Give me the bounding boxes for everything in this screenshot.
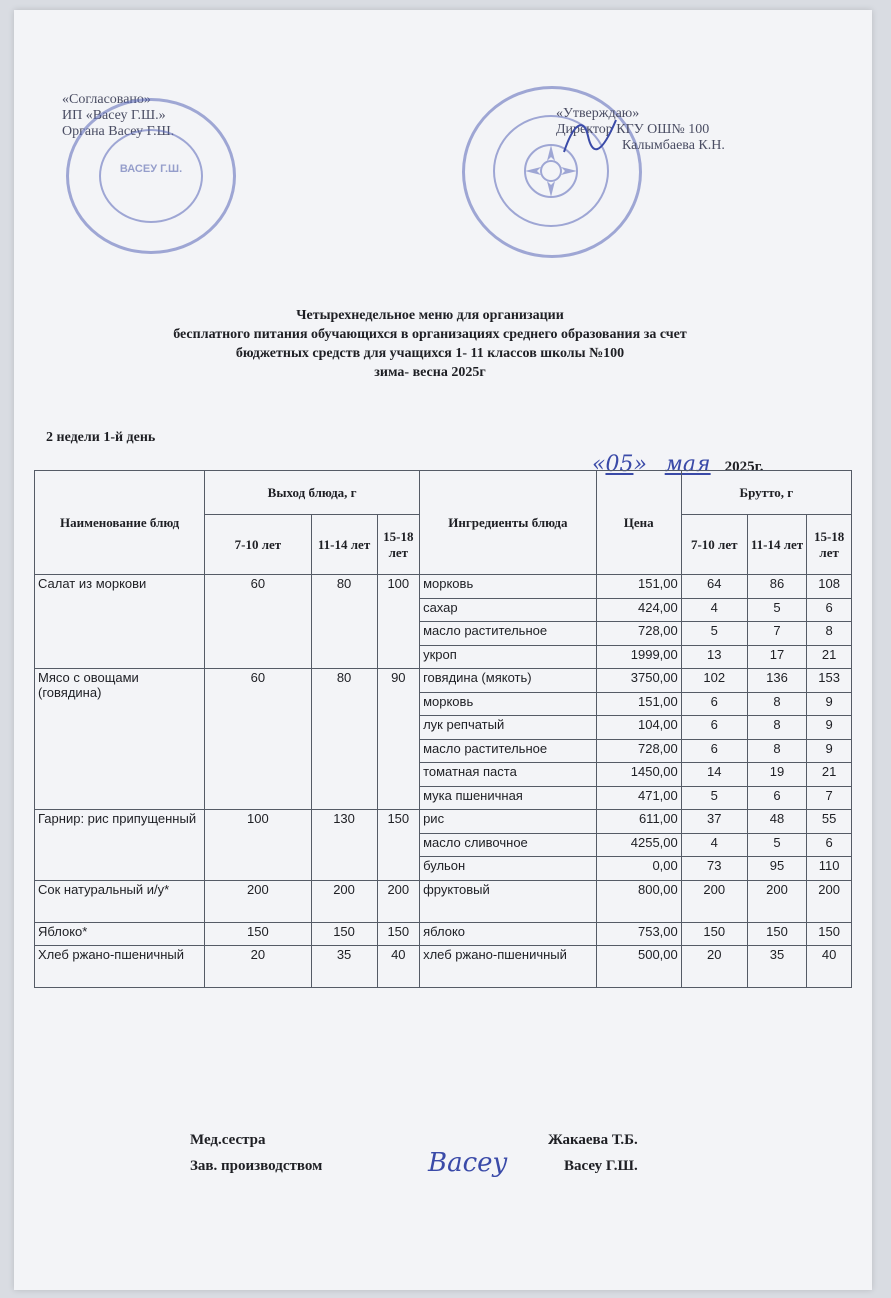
header-yield-age1: 7-10 лет — [205, 515, 311, 575]
date-day: 05 — [605, 452, 634, 477]
ingredient-name: морковь — [420, 575, 597, 599]
ingredient-price: 1999,00 — [596, 645, 681, 669]
table-row — [35, 810, 852, 834]
dish-yield-age3: 100 — [377, 575, 420, 669]
gross-age2: 8 — [747, 716, 807, 740]
ingredient-name: масло растительное — [420, 622, 597, 646]
menu-table — [34, 470, 852, 988]
ingredient-name: рис — [420, 810, 597, 834]
gross-age2: 8 — [747, 739, 807, 763]
gross-age3: 21 — [807, 763, 852, 787]
gross-age1: 200 — [681, 880, 747, 922]
gross-age1: 13 — [681, 645, 747, 669]
gross-age2: 48 — [747, 810, 807, 834]
ingredient-price: 800,00 — [596, 880, 681, 922]
dish-yield-age1: 60 — [205, 575, 311, 669]
gross-age2: 8 — [747, 692, 807, 716]
gross-age1: 64 — [681, 575, 747, 599]
ingredient-price: 3750,00 — [596, 669, 681, 693]
ingredient-name: яблоко — [420, 922, 597, 946]
header-yield: Выход блюда, г — [205, 471, 420, 515]
ingredient-name: масло сливочное — [420, 833, 597, 857]
approval-left-line1: «Согласовано» — [62, 92, 151, 107]
manager-handwritten-signature — [428, 1148, 538, 1196]
gross-age1: 150 — [681, 922, 747, 946]
dish-yield-age2: 200 — [311, 880, 377, 922]
date-sep: » — [633, 452, 647, 477]
gross-age2: 5 — [747, 598, 807, 622]
ingredient-price: 0,00 — [596, 857, 681, 881]
gross-age1: 14 — [681, 763, 747, 787]
stamp-left-text: ВАСЕУ Г.Ш. — [119, 163, 183, 175]
table-row — [35, 922, 852, 946]
gross-age3: 8 — [807, 622, 852, 646]
gross-age3: 9 — [807, 692, 852, 716]
table-row — [35, 880, 852, 922]
gross-age1: 37 — [681, 810, 747, 834]
ingredient-name: говядина (мякоть) — [420, 669, 597, 693]
dish-yield-age1: 60 — [205, 669, 311, 810]
header-ingredients: Ингредиенты блюда — [420, 471, 597, 575]
date-month: мая — [664, 452, 711, 477]
gross-age3: 40 — [807, 946, 852, 988]
header-gross-age2: 11-14 лет — [747, 515, 807, 575]
dish-name: Яблоко* — [35, 922, 205, 946]
gross-age2: 19 — [747, 763, 807, 787]
gross-age1: 6 — [681, 739, 747, 763]
ingredient-name: фруктовый — [420, 880, 597, 922]
gross-age2: 6 — [747, 786, 807, 810]
dish-yield-age1: 100 — [205, 810, 311, 881]
gross-age3: 9 — [807, 716, 852, 740]
ingredient-name: томатная паста — [420, 763, 597, 787]
gross-age2: 35 — [747, 946, 807, 988]
menu-table-body — [35, 575, 852, 988]
dish-yield-age3: 90 — [377, 669, 420, 810]
title-line2: бесплатного питания обучающихся в организациях среднего образования за счет — [173, 327, 687, 342]
ingredient-name: мука пшеничная — [420, 786, 597, 810]
header-gross-age3: 15-18 лет — [807, 515, 852, 575]
gross-age1: 5 — [681, 786, 747, 810]
table-row — [35, 669, 852, 693]
gross-age1: 5 — [681, 622, 747, 646]
dish-yield-age3: 40 — [377, 946, 420, 988]
gross-age2: 136 — [747, 669, 807, 693]
week-day-label: 2 недели 1-й день — [46, 430, 156, 445]
gross-age1: 4 — [681, 598, 747, 622]
ingredient-name: лук репчатый — [420, 716, 597, 740]
ingredient-name: хлеб ржано-пшеничный — [420, 946, 597, 988]
gross-age3: 9 — [807, 739, 852, 763]
page-title — [60, 306, 800, 382]
gross-age3: 200 — [807, 880, 852, 922]
dish-yield-age3: 150 — [377, 922, 420, 946]
ingredient-price: 4255,00 — [596, 833, 681, 857]
ingredient-price: 151,00 — [596, 692, 681, 716]
dish-name: Салат из моркови — [35, 575, 205, 669]
approval-left-line3: Органа Васеу Г.Ш. — [62, 124, 175, 139]
gross-age2: 7 — [747, 622, 807, 646]
gross-age1: 4 — [681, 833, 747, 857]
dish-yield-age3: 200 — [377, 880, 420, 922]
dish-name: Мясо с овощами (говядина) — [35, 669, 205, 810]
ingredient-name: масло растительное — [420, 739, 597, 763]
dish-yield-age1: 150 — [205, 922, 311, 946]
gross-age2: 200 — [747, 880, 807, 922]
ingredient-price: 1450,00 — [596, 763, 681, 787]
dish-yield-age2: 150 — [311, 922, 377, 946]
nurse-name: Жакаева Т.Б. — [548, 1132, 638, 1148]
dish-yield-age1: 200 — [205, 880, 311, 922]
ingredient-price: 424,00 — [596, 598, 681, 622]
header-price: Цена — [596, 471, 681, 575]
table-row — [35, 946, 852, 988]
gross-age3: 153 — [807, 669, 852, 693]
date-prefix: « — [592, 452, 606, 477]
gross-age3: 150 — [807, 922, 852, 946]
ingredient-price: 500,00 — [596, 946, 681, 988]
gross-age1: 6 — [681, 716, 747, 740]
gross-age1: 73 — [681, 857, 747, 881]
header-gross-age1: 7-10 лет — [681, 515, 747, 575]
manager-role: Зав. производством — [190, 1158, 323, 1174]
approval-right-line2: Директор КГУ ОШ№ 100 — [556, 122, 710, 137]
ingredient-name: морковь — [420, 692, 597, 716]
dish-yield-age2: 35 — [311, 946, 377, 988]
table-row — [35, 575, 852, 599]
gross-age2: 95 — [747, 857, 807, 881]
gross-age2: 86 — [747, 575, 807, 599]
gross-age1: 102 — [681, 669, 747, 693]
dish-name: Хлеб ржано-пшеничный — [35, 946, 205, 988]
approval-right-line1: «Утверждаю» — [556, 106, 640, 121]
gross-age3: 110 — [807, 857, 852, 881]
gross-age1: 6 — [681, 692, 747, 716]
approval-left-line2: ИП «Васеу Г.Ш.» — [62, 108, 166, 123]
header-dish: Наименование блюд — [35, 471, 205, 575]
gross-age3: 108 — [807, 575, 852, 599]
ingredient-price: 753,00 — [596, 922, 681, 946]
manager-name: Васеу Г.Ш. — [564, 1158, 638, 1174]
dish-yield-age2: 80 — [311, 669, 377, 810]
gross-age3: 21 — [807, 645, 852, 669]
gross-age3: 6 — [807, 598, 852, 622]
title-line3: бюджетных средств для учащихся 1- 11 классов школы №100 — [235, 346, 625, 361]
gross-age1: 20 — [681, 946, 747, 988]
ingredient-name: сахар — [420, 598, 597, 622]
gross-age2: 17 — [747, 645, 807, 669]
handwritten-signature-text: Васеу — [428, 1148, 508, 1178]
dish-yield-age2: 130 — [311, 810, 377, 881]
gross-age2: 5 — [747, 833, 807, 857]
dish-yield-age2: 80 — [311, 575, 377, 669]
ingredient-price: 471,00 — [596, 786, 681, 810]
gross-age2: 150 — [747, 922, 807, 946]
dish-name: Сок натуральный и/у* — [35, 880, 205, 922]
ingredient-price: 104,00 — [596, 716, 681, 740]
round-stamp-left — [66, 98, 236, 254]
header-yield-age3: 15-18 лет — [377, 515, 420, 575]
ingredient-price: 151,00 — [596, 575, 681, 599]
ingredient-price: 611,00 — [596, 810, 681, 834]
dish-yield-age1: 20 — [205, 946, 311, 988]
nurse-role: Мед.сестра — [190, 1132, 266, 1148]
date-suffix: 2025г. — [724, 459, 764, 475]
ingredient-price: 728,00 — [596, 622, 681, 646]
title-line4: зима- весна 2025г — [374, 365, 486, 380]
gross-age3: 7 — [807, 786, 852, 810]
header-gross: Брутто, г — [681, 471, 851, 515]
header-yield-age2: 11-14 лет — [311, 515, 377, 575]
director-signature — [560, 112, 620, 162]
dish-yield-age3: 150 — [377, 810, 420, 881]
ingredient-name: укроп — [420, 645, 597, 669]
gross-age3: 55 — [807, 810, 852, 834]
approval-right-line3: Калымбаева К.Н. — [622, 138, 725, 153]
ingredient-name: бульон — [420, 857, 597, 881]
gross-age3: 6 — [807, 833, 852, 857]
ingredient-price: 728,00 — [596, 739, 681, 763]
title-line1: Четырехнедельное меню для организации — [296, 308, 564, 323]
dish-name: Гарнир: рис припущенный — [35, 810, 205, 881]
